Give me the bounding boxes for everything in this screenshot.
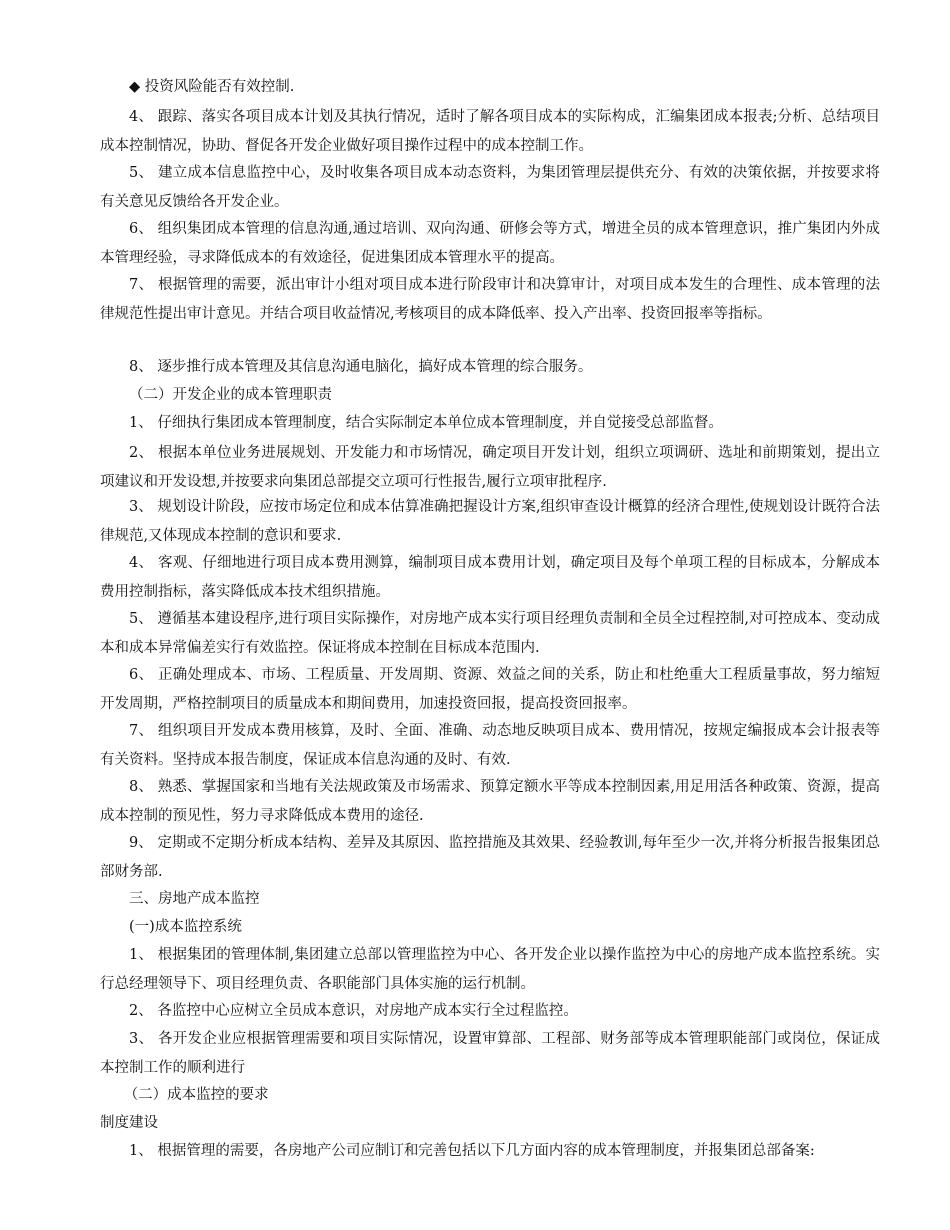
paragraph-monitor-item-3: 3、 各开发企业应根据管理需要和项目实际情况，设置审算部、工程部、财务部等成本管理职能部门或岗位，保证成本控制工作的顺利进行 xyxy=(100,1031,880,1076)
paragraph-dev-item-6: 6、 正确处理成本、市场、工程质量、开发周期、资源、效益之间的关系，防止和杜绝重大工程质量事故，努力缩短开发周期，严格控制项目的质量成本和期间费用，加速投资回报，提高投资回报率。 xyxy=(100,667,880,712)
subsection-heading-monitoring-system: (一)成本监控系统 xyxy=(129,919,242,935)
paragraph-dev-item-1: 1、 仔细执行集团成本管理制度，结合实际制定本单位成本管理制度，并自觉接受总部监督。 xyxy=(129,415,723,431)
bullet-line: ◆ 投资风险能否有效控制. xyxy=(129,79,295,95)
subsection-heading-monitoring-requirements: （二）成本监控的要求 xyxy=(123,1087,269,1103)
paragraph-monitor-item-2: 2、 各监控中心应树立全员成本意识，对房地产成本实行全过程监控。 xyxy=(129,1003,578,1019)
paragraph-dev-item-4: 4、 客观、仔细地进行项目成本费用测算，编制项目成本费用计划，确定项目及每个单项工程的目标成本，分解成本费用控制指标，落实降低成本技术组织措施。 xyxy=(100,555,880,600)
paragraph-item-8: 8、 逐步推行成本管理及其信息沟通电脑化，搞好成本管理的综合服务。 xyxy=(129,359,593,375)
section-heading-monitoring: 三、房地产成本监控 xyxy=(129,891,260,907)
paragraph-dev-item-8: 8、 熟悉、掌握国家和当地有关法规政策及市场需求、预算定额水平等成本控制因素,用足用活各种政策、资源，提高成本控制的预见性，努力寻求降低成本费用的途径. xyxy=(100,779,880,824)
section-heading-developer-duties: （二）开发企业的成本管理职责 xyxy=(129,387,332,403)
paragraph-dev-item-7: 7、 组织项目开发成本费用核算，及时、全面、准确、动态地反映项目成本、费用情况，按规定编报成本会计报表等有关资料。坚持成本报告制度，保证成本信息沟通的及时、有效. xyxy=(100,723,880,768)
paragraph-monitor-item-1: 1、 根据集团的管理体制,集团建立总部以管理监控为中心、各开发企业以操作监控为中心的房地产成本监控系统。实行总经理领导下、项目经理负责、各职能部门具体实施的运行机制。 xyxy=(100,947,880,992)
paragraph-dev-item-2: 2、 根据本单位业务进展规划、开发能力和市场情况，确定项目开发计划，组织立项调研、选址和前期策划，提出立项建议和开发设想,并按要求向集团总部提交立项可行性报告,履行立项审批程序. xyxy=(100,445,880,490)
paragraph-system-item-1: 1、 根据管理的需要，各房地产公司应制订和完善包括以下几方面内容的成本管理制度，并报集团总部备案: xyxy=(129,1143,815,1159)
paragraph-item-7: 7、 根据管理的需要，派出审计小组对项目成本进行阶段审计和决算审计，对项目成本发生的合理性、成本管理的法律规范性提出审计意见。并结合项目收益情况,考核项目的成本降低率、投入产出率、投资回报率等指标。 xyxy=(100,277,880,322)
paragraph-item-4: 4、 跟踪、落实各项目成本计划及其执行情况，适时了解各项目成本的实际构成，汇编集团成本报表;分析、总结项目成本控制情况，协助、督促各开发企业做好项目操作过程中的成本控制工作。 xyxy=(100,109,880,154)
paragraph-item-6: 6、 组织集团成本管理的信息沟通,通过培训、双向沟通、研修会等方式，增进全员的成本管理意识，推广集团内外成本管理经验，寻求降低成本的有效途径，促进集团成本管理水平的提高。 xyxy=(100,221,880,266)
subsection-heading-system-building: 制度建设 xyxy=(100,1115,158,1131)
paragraph-dev-item-9: 9、 定期或不定期分析成本结构、差异及其原因、监控措施及其效果、经验教训,每年至少一次,并将分析报告报集团总部财务部. xyxy=(100,835,880,880)
paragraph-dev-item-5: 5、 遵循基本建设程序,进行项目实际操作，对房地产成本实行项目经理负责制和全员全过程控制,对可控成本、变动成本和成本异常偏差实行有效监控。保证将成本控制在目标成本范围内. xyxy=(100,611,880,656)
paragraph-dev-item-3: 3、 规划设计阶段，应按市场定位和成本估算准确把握设计方案,组织审查设计概算的经济合理性,使规划设计既符合法律规范,又体现成本控制的意识和要求. xyxy=(100,499,880,544)
paragraph-item-5: 5、 建立成本信息监控中心，及时收集各项目成本动态资料，为集团管理层提供充分、有效的决策依据，并按要求将有关意见反馈给各开发企业。 xyxy=(100,165,880,210)
